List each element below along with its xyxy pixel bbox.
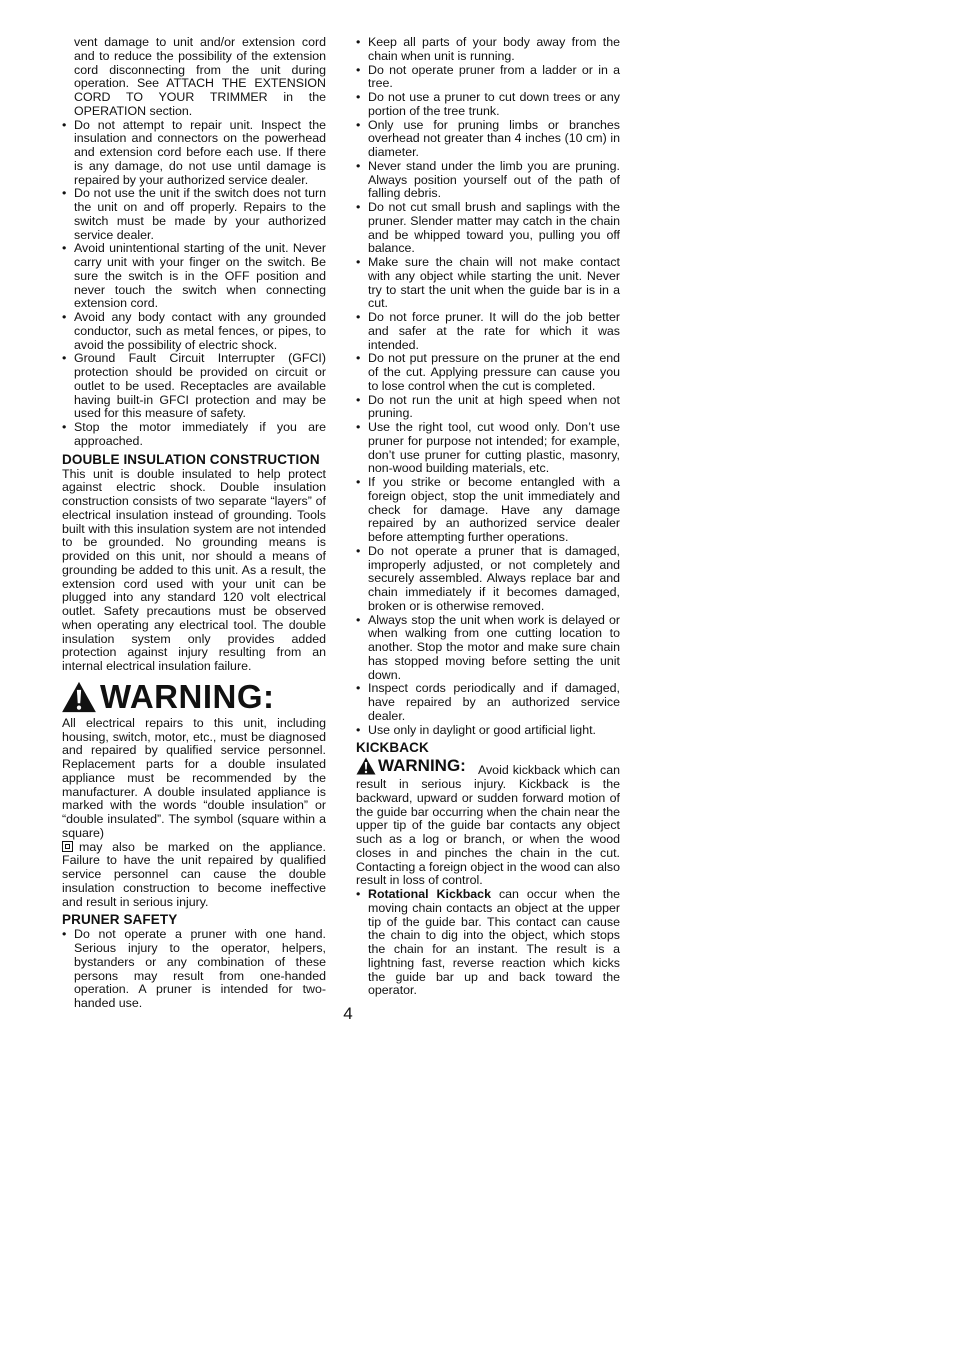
list-item: • If you strike or become entangled with a foreign object, stop the unit immediately and check for damage. Have any damage repaired by an authorized service dealer before attempting further operations.: [356, 476, 620, 545]
warning-triangle-icon: [61, 681, 97, 713]
kickback-warning: [356, 756, 466, 774]
rotational-kickback-text: can occur when the moving chain contacts an object at the upper tip of the guide bar. This contact can cause the chain to dig into the object, which stops the chain for an instant. The result is a lightning fast, reverse reaction which kicks the guide bar up and back toward the operator.: [368, 887, 620, 998]
warning-text-part-2: may also be marked on the appliance. Failure to have the unit repaired by qualified service personnel can cause the double insulation construction to become ineffective and result in serious injury.: [62, 839, 326, 909]
kickback-heading: KICKBACK: [356, 740, 429, 756]
list-item: • Use only in daylight or good artificial light.: [356, 724, 620, 738]
list-item: • Ground Fault Circuit Interrupter (GFCI) protection should be provided on circuit or outlet to be used. Receptacles are available having built-in GFCI protection and may be used for this measure of safety.: [62, 352, 326, 421]
list-item: • Use the right tool, cut wood only. Don’t use pruner for purpose not intended; for example, don’t use pruner for cutting plastic, masonry, non-wood building materials, etc.: [356, 421, 620, 476]
list-item: • Do not put pressure on the pruner at the end of the cut. Applying pressure can cause you to lose control when the cut is completed.: [356, 352, 620, 393]
list-item: • Inspect cords periodically and if damaged, have repaired by an authorized service dealer.: [356, 682, 620, 723]
list-item: [356, 888, 620, 998]
list-item: • Only use for pruning limbs or branches overhead not greater than 4 inches (10 cm) in diameter.: [356, 119, 620, 160]
warning-text-part-1: All electrical repairs to this unit, including housing, switch, motor, etc., must be diagnosed and repaired by qualified service personnel. Replacement parts for a double insulated appliance must be recommended by the manufacturer. A double insulated appliance is marked with the words “double insulation” or “double insulated”. The symbol (square within a square): [62, 715, 326, 840]
list-item: • Do not operate pruner from a ladder or in a tree.: [356, 64, 620, 92]
list-item: • Do not force pruner. It will do the job better and safer at the rate for which it was intended.: [356, 311, 620, 352]
warning-banner: [61, 678, 326, 716]
list-item: • Do not use the unit if the switch does not turn the unit on and off properly. Repairs to the switch must be made by your authorized service dealer.: [62, 187, 326, 242]
list-item: • Stop the motor immediately if you are approached.: [62, 421, 326, 449]
kickback-list: [356, 888, 620, 998]
pruner-safety-list: [62, 928, 326, 1011]
list-item: • Do not attempt to repair unit. Inspect the insulation and connectors on the powerhead and extension cord before each use. If there is any damage, do not use until damage is repaired by your authorized service dealer.: [62, 119, 326, 188]
rotational-kickback-label: Rotational Kickback: [368, 887, 491, 901]
page-number: 4: [343, 1004, 353, 1023]
list-item: • Never stand under the limb you are pruning. Always position yourself out of the path of falling debris.: [356, 160, 620, 201]
list-item: • Do not operate a pruner with one hand. Serious injury to the operator, helpers, bystanders or any combination of these persons may result from one-handed operation. A pruner is intended for two-handed use.: [62, 928, 326, 1011]
kickback-warning-label: WARNING:: [378, 756, 466, 776]
list-item: • Avoid unintentional starting of the unit. Never carry unit with your finger on the switch. Be sure the switch is in the OFF position and never touch the switch when connecting extension cord.: [62, 242, 326, 311]
left-column: [62, 36, 326, 1011]
pruner-safety-heading: PRUNER SAFETY: [62, 912, 178, 928]
list-item: • Do not run the unit at high speed when not pruning.: [356, 394, 620, 422]
list-item: • Keep all parts of your body away from the chain when unit is running.: [356, 36, 620, 64]
continued-paragraph: vent damage to unit and/or extension cord and to reduce the possibility of the extension cord disconnecting from the unit during operation. See ATTACH THE EXTENSION CORD TO YOUR TRIMMER in the OPERATION section.: [74, 35, 326, 118]
double-insulation-paragraph: This unit is double insulated to help protect against electric shock. Double insulation construction consists of two separate “layers” of electrical insulation instead of grounding. Tools built with this insulation system are not intended to be grounded. No grounding means is provided on this unit, nor should a means of grounding be added to this unit. As a result, the extension cord used with your unit can be plugged into any standard 120 volt electrical outlet. Safety precautions must be observed when operating any electrical tool. The double insulation system only provides added protection against injury resulting from an internal electrical insulation failure.: [62, 466, 326, 673]
double-insulation-heading: DOUBLE INSULATION CONSTRUCTION: [62, 451, 320, 467]
list-item: • Avoid any body contact with any grounded conductor, such as metal fences, or pipes, to avoid the possibility of electric shock.: [62, 311, 326, 352]
warning-triangle-icon: [356, 757, 376, 775]
warning-paragraph: [62, 717, 326, 910]
pruner-safety-list-continued: [356, 36, 620, 737]
list-item: • Do not operate a pruner that is damaged, improperly adjusted, or not completely and securely assembled. Always replace bar and chain immediately if it becomes damaged, broken or is otherwise removed.: [356, 545, 620, 614]
list-item: • Do not cut small brush and saplings with the pruner. Slender matter may catch in the chain and be whipped toward you, pulling you off balance.: [356, 201, 620, 256]
kickback-warning-paragraph: [356, 756, 620, 888]
double-insulation-symbol-icon: [62, 841, 73, 852]
right-column: [356, 36, 620, 998]
warning-label: WARNING:: [100, 677, 275, 715]
list-item: • Always stop the unit when work is delayed or when walking from one cutting location to another. Stop the motor and make sure chain has stopped moving before setting the unit down.: [356, 614, 620, 683]
list-item: • Make sure the chain will not make contact with any object while starting the unit. Never try to start the unit when the guide bar is in a cut.: [356, 256, 620, 311]
kickback-text: Avoid kickback which can result in serious injury. Kickback is the backward, upward or sudden forward motion of the guide bar occurring when the chain near the upper tip of the guide bar contacts any object such as a log or branch, or when the wood closes in and pinches the chain in the cut. Contacting a foreign object in the wood can also result in loss of control.: [356, 763, 620, 888]
electrical-safety-list: [62, 119, 326, 449]
list-item: • Do not use a pruner to cut down trees or any portion of the tree trunk.: [356, 91, 620, 119]
